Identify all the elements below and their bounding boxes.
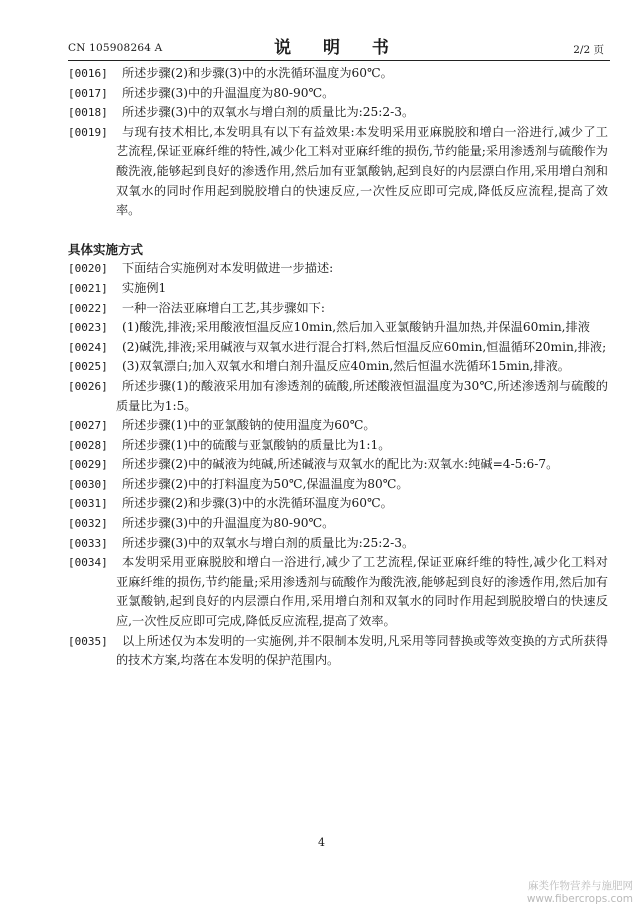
- section-heading: 具体实施方式: [68, 241, 144, 257]
- paragraph-number: [0025]: [68, 360, 108, 374]
- paragraph: [68, 534, 608, 554]
- page-indicator: 2/2 页: [573, 44, 604, 56]
- paragraph-text: (1)酸洗,排液;采用酸液恒温反应10min,然后加入亚氯酸钠升温加热,并保温60min,排液: [122, 320, 590, 335]
- document-body: [68, 64, 608, 671]
- paragraph-text: 所述步骤(1)中的亚氯酸钠的使用温度为60℃。: [122, 418, 376, 433]
- publication-number: CN 105908264 A: [68, 42, 163, 54]
- document-title: 说 明 书: [274, 38, 402, 58]
- site-watermark: [527, 880, 633, 906]
- paragraph-text: 本发明采用亚麻脱胶和增白一浴进行,减少了工艺流程,保证亚麻纤维的特性,减少化工料对亚麻纤维的损伤,节约能量;采用渗透剂与硫酸作为酸洗液,能够起到良好的渗透作用,然后加有亚氯酸钠,起到良好的内层漂白作用,采用增白剂和双氧水的同时作用起到脱胶增白的快速反应,一次性反应即可完成,降低反应流程,提高了效率。: [116, 555, 608, 629]
- paragraph: [68, 103, 608, 123]
- paragraph: [68, 553, 608, 631]
- paragraph-text: 所述步骤(2)和步骤(3)中的水洗循环温度为60℃。: [122, 496, 393, 511]
- paragraph-number: [0033]: [68, 536, 108, 550]
- paragraph-text: 与现有技术相比,本发明具有以下有益效果:本发明采用亚麻脱胶和增白一浴进行,减少了工艺流程,保证亚麻纤维的特性,减少化工料对亚麻纤维的损伤,节约能量;采用渗透剂与硫酸作为酸洗液,能够起到良好的渗透作用,然后加有亚氯酸钠,起到良好的内层漂白作用,采用增白剂和双氧水的同时作用起到脱胶增白的快速反应,一次性反应即可完成,降低反应流程,提高了效率。: [116, 124, 608, 218]
- paragraph-text: 以上所述仅为本发明的一实施例,并不限制本发明,凡采用等同替换或等效变换的方式所获得的技术方案,均落在本发明的保护范围内。: [116, 633, 608, 668]
- paragraph-number: [0034]: [68, 556, 108, 570]
- paragraph: [68, 455, 608, 475]
- paragraph: [68, 357, 608, 377]
- paragraph: [68, 64, 608, 84]
- paragraph-number: [0030]: [68, 477, 108, 491]
- paragraph-text: 所述步骤(1)的酸液采用加有渗透剂的硫酸,所述酸液恒温温度为30℃,所述渗透剂与硫酸的质量比为1:5。: [116, 378, 608, 413]
- paragraph: [68, 416, 608, 436]
- paragraph-number: [0029]: [68, 458, 108, 472]
- paragraph-number: [0021]: [68, 281, 108, 295]
- paragraph-text: 所述步骤(2)和步骤(3)中的水洗循环温度为60℃。: [122, 66, 393, 80]
- paragraph: [68, 299, 608, 319]
- page-header: [68, 30, 608, 60]
- paragraph-text: 所述步骤(1)中的硫酸与亚氯酸钠的质量比为1:1。: [122, 437, 391, 452]
- paragraph-text: 所述步骤(2)中的打料温度为50℃,保温温度为80℃。: [122, 476, 409, 491]
- paragraph: [68, 436, 608, 456]
- paragraph: [68, 632, 608, 671]
- watermark-url: www.fibercrops.com: [526, 893, 633, 905]
- paragraph: [68, 377, 608, 416]
- header-divider: [68, 60, 610, 61]
- paragraph-number: [0024]: [68, 340, 108, 354]
- page-number: 4: [318, 836, 325, 849]
- watermark-title: 麻类作物营养与施肥网: [528, 880, 633, 892]
- paragraph-number: [0026]: [68, 379, 108, 393]
- paragraph-number: [0019]: [68, 125, 108, 139]
- paragraph-number: [0035]: [68, 634, 108, 648]
- paragraph-number: [0027]: [68, 419, 108, 433]
- paragraph-number: [0020]: [68, 262, 108, 276]
- paragraph-number: [0023]: [68, 321, 108, 335]
- paragraph-number: [0032]: [68, 517, 108, 531]
- paragraph-text: (3)双氧漂白;加入双氧水和增白剂升温反应40min,然后恒温水洗循环15min,排液。: [122, 359, 570, 374]
- paragraph-number: [0028]: [68, 438, 108, 452]
- paragraph-text: 所述步骤(3)中的双氧水与增白剂的质量比为:25:2-3。: [122, 535, 415, 550]
- paragraph: [68, 318, 608, 338]
- paragraph: [68, 84, 608, 104]
- paragraph: [68, 259, 608, 279]
- paragraph: [68, 338, 608, 358]
- paragraph-number: [0031]: [68, 497, 108, 511]
- paragraph: [68, 514, 608, 534]
- paragraph-text: (2)碱洗,排液;采用碱液与双氧水进行混合打料,然后恒温反应60min,恒温循环20min,排液;: [122, 339, 607, 354]
- paragraph: [68, 475, 608, 495]
- paragraph-text: 所述步骤(3)中的双氧水与增白剂的质量比为:25:2-3。: [122, 105, 415, 120]
- paragraph-text: 下面结合实施例对本发明做进一步描述:: [122, 261, 334, 276]
- paragraph-number: [0017]: [68, 86, 108, 100]
- paragraph: [68, 279, 608, 299]
- paragraph-text: 所述步骤(3)中的升温温度为80-90℃。: [122, 516, 335, 531]
- paragraph-number: [0018]: [68, 106, 108, 120]
- paragraph: [68, 494, 608, 514]
- paragraph-text: 所述步骤(3)中的升温温度为80-90℃。: [122, 85, 335, 100]
- paragraph-number: [0016]: [68, 67, 108, 80]
- paragraph: [68, 123, 608, 221]
- paragraph-text: 实施例1: [122, 280, 167, 295]
- paragraph-text: 一种一浴法亚麻增白工艺,其步骤如下:: [122, 300, 325, 315]
- paragraph-number: [0022]: [68, 301, 108, 315]
- paragraph-text: 所述步骤(2)中的碱液为纯碱,所述碱液与双氧水的配比为:双氧水:纯碱=4-5:6-7。: [122, 457, 559, 472]
